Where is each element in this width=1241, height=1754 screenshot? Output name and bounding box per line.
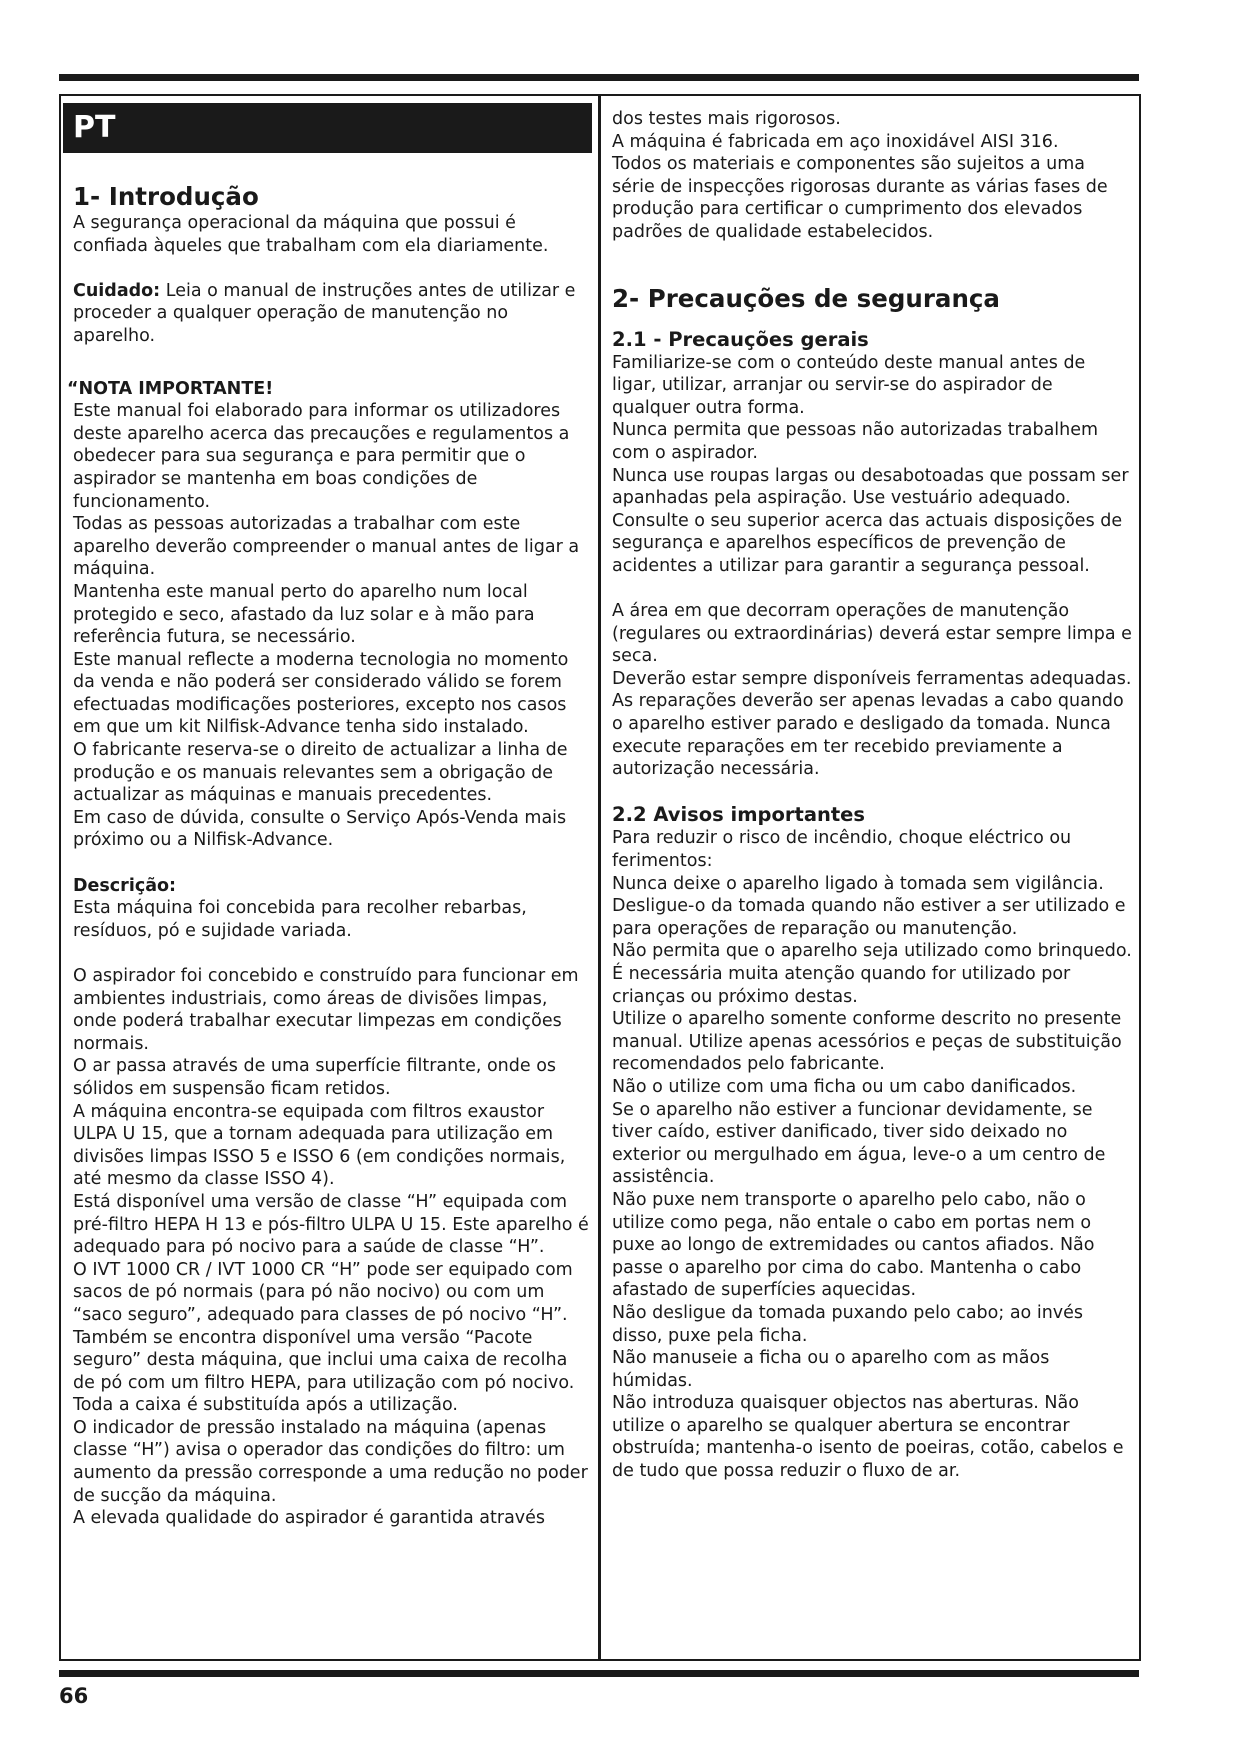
warnings-paragraph: Não o utilize com uma ficha ou um cabo danificados. (612, 1076, 1077, 1097)
caution-label: Cuidado: (73, 280, 161, 301)
left-column (67, 182, 593, 1530)
description-paragraph: O ar passa através de uma superfície filtrante, onde os sólidos em suspensão ficam retidos. (73, 1056, 557, 1099)
caution-text: Leia o manual de instruções antes de utilizar e proceder a qualquer operação de manutenção no aparelho. (73, 280, 576, 346)
note-paragraph: Todas as pessoas autorizadas a trabalhar com este aparelho deverão compreender o manual antes de ligar a máquina. (73, 514, 580, 580)
warnings-paragraph: Não puxe nem transporte o aparelho pelo cabo, não o utilize como pega, não entale o cabo em portas nem o puxe ao longo de extremidades ou cantos afiados. Não passe o aparelho por cima do cabo. Mantenha o cabo afastado de superfícies aquecidas. (612, 1189, 1095, 1301)
maintenance-paragraph: A área em que decorram operações de manutenção (regulares ou extraordinárias) deverá estar sempre limpa e seca. (612, 601, 1132, 667)
description-label: Descrição: (73, 875, 177, 896)
general-paragraph: Familiarize-se com o conteúdo deste manual antes de ligar, utilizar, arranjar ou servir-se do aspirador de qualquer outra forma. (612, 352, 1086, 418)
column-divider (598, 94, 601, 1661)
general-paragraph: Nunca use roupas largas ou desabotoadas que possam ser apanhadas pela aspiração. Use vestuário adequado. (612, 465, 1129, 509)
warnings-paragraph: Nunca deixe o aparelho ligado à tomada sem vigilância. Desligue-o da tomada quando não estiver a ser utilizado e para operações de reparação ou manutenção. (612, 873, 1126, 939)
note-label: “NOTA IMPORTANTE! (67, 378, 274, 399)
right-column (612, 108, 1132, 1483)
intro-heading: 1- Introdução (73, 182, 259, 211)
maintenance-paragraph: Deverão estar sempre disponíveis ferramentas adequadas. (612, 668, 1132, 689)
description-paragraph: A elevada qualidade do aspirador é garantida através (73, 1508, 546, 1529)
top-rule (59, 74, 1139, 81)
page-number: 66 (59, 1684, 89, 1708)
note-paragraph: Mantenha este manual perto do aparelho num local protegido e seco, afastado da luz solar e à mão para referência futura, se necessário. (73, 581, 535, 648)
continuation-paragraph: A máquina é fabricada em aço inoxidável AISI 316. (612, 131, 1059, 152)
description-paragraph: Esta máquina foi concebida para recolher rebarbas, resíduos, pó e sujidade variada. (73, 898, 527, 941)
warnings-paragraph: Para reduzir o risco de incêndio, choque eléctrico ou ferimentos: (612, 828, 1072, 872)
maintenance-paragraph: As reparações deverão ser apenas levadas a cabo quando o aparelho estiver parado e desligado da tomada. Nunca execute reparações em ter recebido previamente a autorização necessária. (612, 691, 1124, 780)
general-paragraph: Consulte o seu superior acerca das actuais disposições de segurança e aparelhos específicos de prevenção de acidentes a utilizar para garantir a segurança pessoal. (612, 510, 1123, 576)
continuation-paragraph: Todos os materiais e componentes são sujeitos a uma série de inspecções rigorosas durante as várias fases de produção para certificar o cumprimento dos elevados padrões de qualidade estabelecidos. (612, 154, 1108, 242)
safety-heading: 2- Precauções de segurança (612, 283, 1000, 313)
caution-paragraph (73, 280, 593, 348)
note-paragraph: Este manual reflecte a moderna tecnologia no momento da venda e não poderá ser considerado válido se forem efectuadas modificações posteriores, excepto nos casos em que um kit Nilfisk-Advance tenha sido instalado. (73, 649, 569, 738)
general-precautions-heading: 2.1 - Precauções gerais (612, 327, 869, 351)
description-paragraph: A máquina encontra-se equipada com filtros exaustor ULPA U 15, que a tornam adequada para utilização em divisões limpas ISSO 5 e ISSO 6 (em condições normais, até mesmo da classe ISSO 4). (73, 1101, 566, 1190)
warnings-paragraph: Não permita que o aparelho seja utilizado como brinquedo. É necessária muita atenção quando for utilizado por crianças ou próximo destas. (612, 941, 1132, 1007)
description-paragraph: Está disponível uma versão de classe “H” equipada com pré-filtro HEPA H 13 e pós-filtro ULPA U 15. Este aparelho é adequado para pó nocivo para a saúde de classe “H”. (73, 1191, 589, 1258)
language-tag: PT (63, 103, 592, 153)
important-warnings-heading: 2.2 Avisos importantes (612, 803, 866, 827)
description-paragraph: O IVT 1000 CR / IVT 1000 CR “H” pode ser equipado com sacos de pó normais (para pó não nocivo) ou com um “saco seguro”, adequado para classes de pó nocivo “H”. (73, 1259, 573, 1325)
note-paragraph: Em caso de dúvida, consulte o Serviço Após-Venda mais próximo ou a Nilfisk-Advance. (73, 807, 567, 851)
continuation-paragraph: dos testes mais rigorosos. (612, 109, 841, 129)
note-paragraph: O fabricante reserva-se o direito de actualizar a linha de produção e os manuais relevantes sem a obrigação de actualizar as máquinas e manuais precedentes. (73, 740, 568, 806)
description-paragraph: O aspirador foi concebido e construído para funcionar em ambientes industriais, como áreas de divisões limpas, onde poderá trabalhar executar limpezas em condições normais. (73, 966, 579, 1054)
description-paragraph: Também se encontra disponível uma versão “Pacote seguro” desta máquina, que inclui uma caixa de recolha de pó com um filtro HEPA, para utilização com pó nocivo. Toda a caixa é substituída após a utilização. (73, 1327, 575, 1416)
bottom-rule (59, 1670, 1139, 1677)
intro-paragraph: A segurança operacional da máquina que possui é confiada àqueles que trabalham com ela diariamente. (73, 213, 549, 256)
description-paragraph: O indicador de pressão instalado na máquina (apenas classe “H”) avisa o operador das condições do filtro: um aumento da pressão corresponde a uma redução no poder de sucção da máquina. (73, 1417, 588, 1506)
note-paragraph: Este manual foi elaborado para informar os utilizadores deste aparelho acerca das precauções e regulamentos a obedecer para sua segurança e para permitir que o aspirador se mantenha em boas condições de funcionamento. (73, 401, 570, 512)
warnings-paragraph: Não introduza quaisquer objectos nas aberturas. Não utilize o aparelho se qualquer abertura se encontrar obstruída; mantenha-o isento de poeiras, cotão, cabelos e de tudo que possa reduzir o fluxo de ar. (612, 1393, 1124, 1482)
warnings-paragraph: Se o aparelho não estiver a funcionar devidamente, se tiver caído, estiver danificado, tiver sido deixado no exterior ou mergulhado em água, leve-o a um centro de assistência. (612, 1099, 1106, 1188)
warnings-paragraph: Utilize o aparelho somente conforme descrito no presente manual. Utilize apenas acessórios e peças de substituição recomendados pelo fabricante. (612, 1009, 1122, 1075)
warnings-paragraph: Não desligue da tomada puxando pelo cabo; ao invés disso, puxe pela ficha. (612, 1302, 1084, 1346)
warnings-paragraph: Não manuseie a ficha ou o aparelho com as mãos húmidas. (612, 1348, 1050, 1391)
general-paragraph: Nunca permita que pessoas não autorizadas trabalhem com o aspirador. (612, 420, 1099, 463)
